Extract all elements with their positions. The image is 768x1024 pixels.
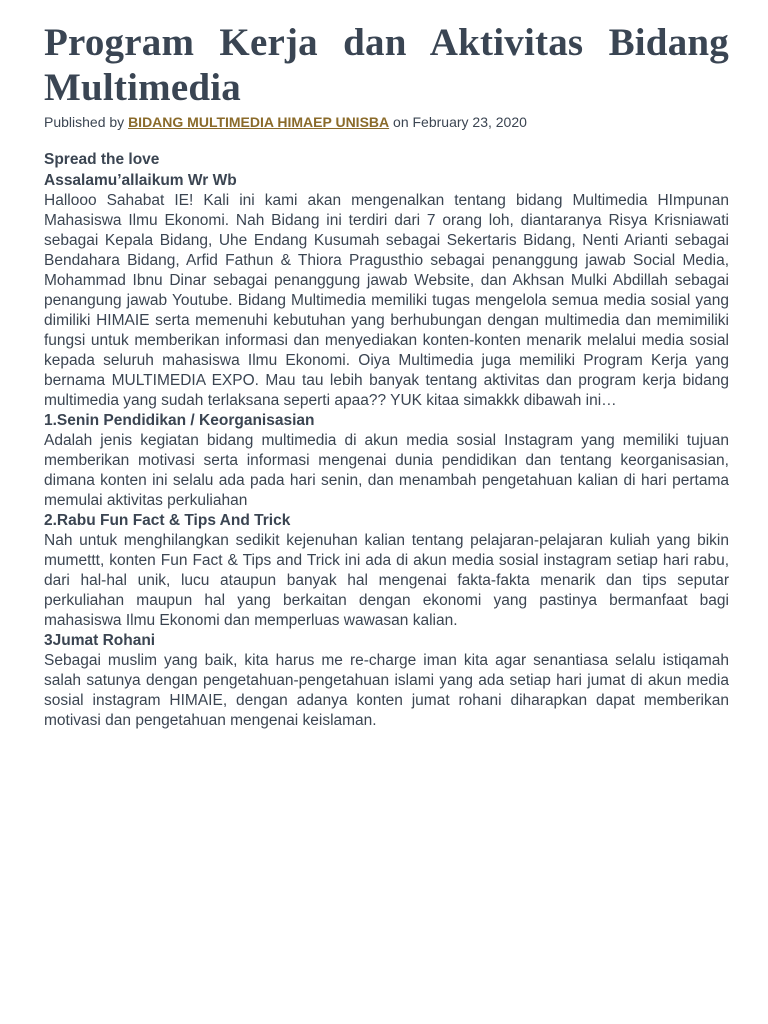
page-title: Program Kerja dan Aktivitas Bidang Multimedia — [44, 21, 729, 109]
section-heading-rabu: 2.Rabu Fun Fact & Tips And Trick — [44, 512, 291, 529]
spread-the-love: Spread the love — [44, 151, 160, 168]
section-body-senin: Adalah jenis kegiatan bidang multimedia di akun media sosial Instagram yang memiliki tujuan memberikan motivasi serta informasi mengenai dunia pendidikan dan tentang keorganisasian, dimana konten ini selalu ada pada hari senin, dan menambah pengetahuan kalian di hari pertama memulai aktivitas perkuliahan — [44, 432, 729, 509]
author-link[interactable]: BIDANG MULTIMEDIA HIMAEP UNISBA — [128, 114, 390, 130]
section-heading-senin: 1.Senin Pendidikan / Keorganisasian — [44, 412, 315, 429]
intro-paragraph: Hallooo Sahabat IE! Kali ini kami akan mengenalkan tentang bidang Multimedia HImpunan Mahasiswa Ilmu Ekonomi. Nah Bidang ini terdiri dari 7 orang loh, diantaranya Risya Krisniawati sebagai Kepala Bidang, Uhe Endang Kusumah sebagai Sekertaris Bidang, Nenti Arianti sebagai Bendahara Bidang, Arfid Fathun & Thiora Pragusthio sebagai penanggung jawab Social Media, Mohammad Ibnu Dinar sebagai penanggung jawab Website, dan Akhsan Mulki Abdillah sebagai penangung jawab Youtube. Bidang Multimedia memiliki tugas mengelola semua media sosial yang dimiliki HIMAIE serta memenuhi kebutuhan yang berhubungan dengan multimedia dan memimiliki fungsi untuk memberikan informasi dan menyediakan konten-konten menarik melalui media sosial kepada seluruh mahasiswa Ilmu Ekonomi. Oiya Multimedia juga memiliki Program Kerja yang bernama MULTIMEDIA EXPO. Mau tau lebih banyak tentang aktivitas dan program kerja bidang multimedia yang sudah terlaksana seperti apaa?? YUK kitaa simakkk dibawah ini… — [44, 192, 729, 409]
section-heading-jumat: 3Jumat Rohani — [44, 632, 156, 649]
salam: Assalamu’allaikum Wr Wb — [44, 172, 237, 189]
post-meta — [44, 113, 729, 131]
published-by-label: Published by — [44, 114, 129, 130]
section-body-jumat: Sebagai muslim yang baik, kita harus me re-charge iman kita agar senantiasa selalu istiqamah salah satunya dengan pengetahuan-pengetahuan islami yang ada setiap hari jumat di akun media sosial instagram HIMAIE, dengan adanya konten jumat rohani diharapkan dapat memberikan motivasi dan pengetahuan mengenai keislaman. — [44, 652, 729, 729]
article — [44, 20, 729, 731]
section-body-rabu: Nah untuk menghilangkan sedikit kejenuhan kalian tentang pelajaran-pelajaran kuliah yang bikin mumettt, konten Fun Fact & Tips and Trick ini ada di akun media sosial instagram setiap hari rabu, dari hal-hal unik, lucu ataupun banyak hal mengenai fakta-fakta menarik dan tips seputar perkuliahan maupun hal yang berkaitan dengan ekonomi yang pastinya bermanfaat bagi mahasiswa Ilmu Ekonomi dan memperluas wawasan kalian. — [44, 532, 729, 629]
greeting — [44, 149, 729, 191]
post-date: on February 23, 2020 — [389, 114, 527, 130]
